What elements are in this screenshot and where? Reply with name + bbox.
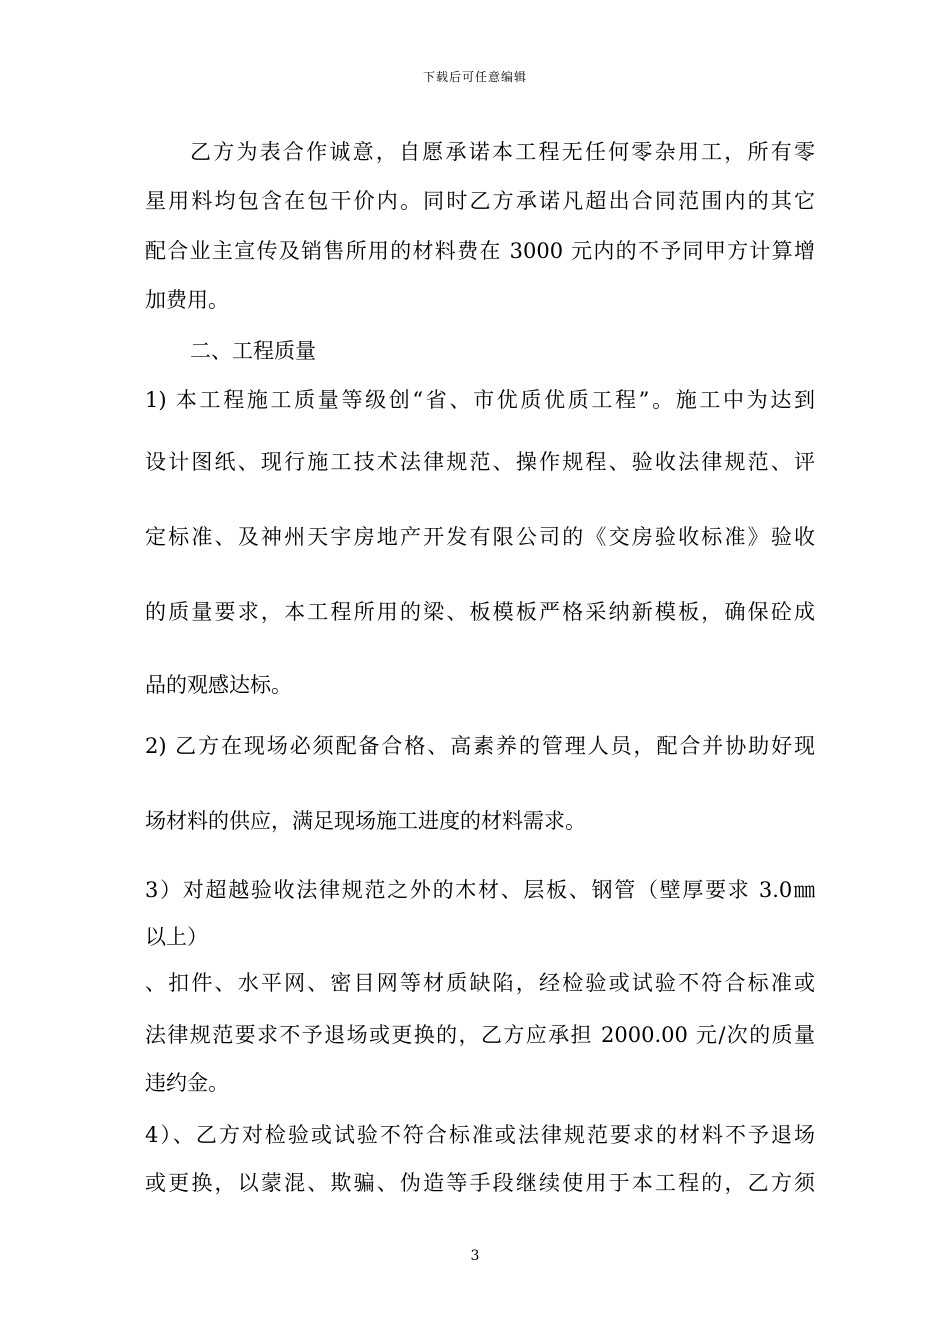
paragraph-line: 星用料均包含在包干价内。同时乙方承诺凡超出合同范围内的其它 (145, 189, 815, 213)
paragraph-line: 设计图纸、现行施工技术法律规范、操作规程、验收法律规范、评 (145, 450, 815, 474)
paragraph-line: 或更换，以蒙混、欺骗、伪造等手段继续使用于本工程的，乙方须 (145, 1171, 815, 1195)
paragraph-line: 违约金。 (145, 1071, 229, 1095)
paragraph-line: 的质量要求，本工程所用的梁、板模板严格采纳新模板，确保砼成 (145, 600, 815, 624)
paragraph-line: 以上） (145, 925, 208, 949)
paragraph-line: 法律规范要求不予退场或更换的，乙方应承担 2000.00 元/次的质量 (145, 1023, 815, 1047)
paragraph-line: 品的观感达标。 (145, 673, 292, 697)
section-heading: 二、工程质量 (190, 339, 316, 363)
paragraph-line: 2) 乙方在现场必须配备合格、高素养的管理人员，配合并协助好现 (145, 734, 815, 758)
paragraph-line: 场材料的供应，满足现场施工进度的材料需求。 (145, 809, 586, 833)
paragraph-line: 定标准、及神州天宇房地产开发有限公司的《交房验收标准》验收 (145, 525, 815, 549)
paragraph-line: 乙方为表合作诚意，自愿承诺本工程无任何零杂用工，所有零 (190, 140, 815, 164)
paragraph-line: 、扣件、水平网、密目网等材质缺陷，经检验或试验不符合标准或 (145, 971, 815, 995)
page-header: 下载后可任意编辑 (422, 70, 527, 84)
paragraph-line: 加费用。 (145, 288, 229, 312)
paragraph-line: 1) 本工程施工质量等级创“省、市优质优质工程”。施工中为达到 (145, 388, 815, 412)
paragraph-line: 3）对超越验收法律规范之外的木材、层板、钢管（壁厚要求 3.0㎜ (145, 878, 815, 902)
paragraph-line: 4）、乙方对检验或试验不符合标准或法律规范要求的材料不予退场 (145, 1123, 815, 1147)
paragraph-line: 配合业主宣传及销售所用的材料费在 3000 元内的不予同甲方计算增 (145, 239, 815, 263)
page-number: 3 (470, 1248, 480, 1264)
